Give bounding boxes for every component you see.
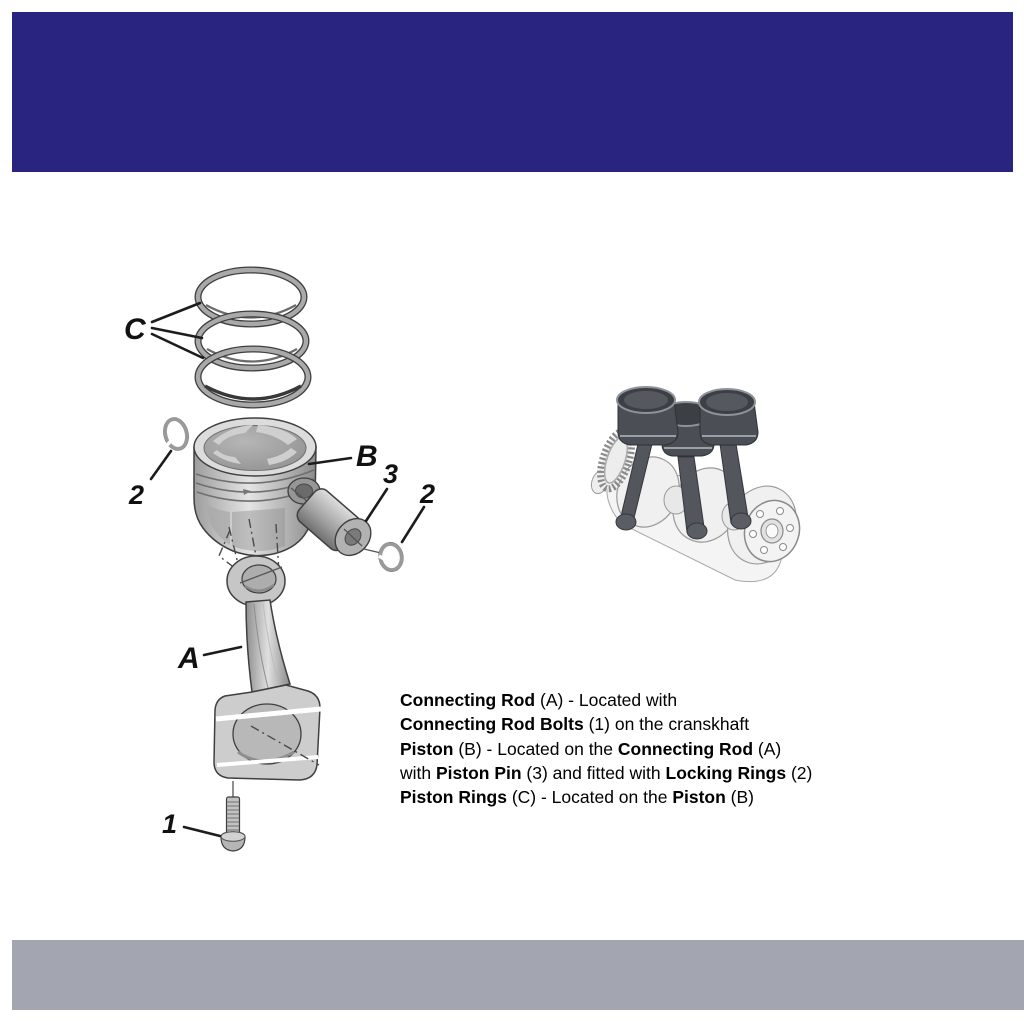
label-piston: B: [356, 440, 378, 473]
piston-assembly-diagram: [124, 270, 435, 851]
locking-ring-left-group: [128, 415, 192, 510]
description-term: Locking Rings: [665, 762, 787, 783]
rod-shaft: [246, 600, 290, 692]
description-span: (A): [753, 738, 782, 759]
piston-rings-group: [124, 270, 308, 405]
description-line: [400, 761, 900, 785]
leader-line-piston-pin: [366, 489, 387, 521]
description-term: Piston: [672, 787, 726, 808]
description-term: Connecting Rod: [400, 690, 536, 710]
description-span: (1) on the cranskhaft: [583, 714, 750, 735]
label-connecting-rod: A: [178, 642, 200, 675]
label-locking-ring-left: 2: [129, 480, 145, 510]
description-span: (C) - Located on the: [506, 787, 673, 808]
description-term: Connecting Rod Bolts: [400, 714, 584, 735]
description-span: (B) - Located on the: [453, 738, 618, 759]
description-span: (B): [725, 787, 755, 808]
description-span: (2): [786, 762, 813, 783]
description-term: Piston Pin: [435, 762, 522, 783]
label-bolt: 1: [162, 809, 178, 839]
label-locking-ring-right: 2: [420, 479, 436, 509]
description-span: (A) - Located with: [535, 690, 678, 710]
description-term: Piston Rings: [400, 787, 507, 808]
piston-crown-surface: [204, 426, 306, 471]
rod-bolt-group: [162, 781, 245, 851]
leader-line-connecting-rod: [204, 647, 241, 655]
description-term: Piston: [400, 738, 454, 759]
crankshaft-assembly-image: [588, 387, 808, 582]
leader-line-bolt: [184, 827, 220, 836]
piston-ring-bottom: [198, 349, 308, 405]
leader-line-locking-ring-right: [402, 507, 424, 542]
connecting-rod-group: [177, 556, 321, 780]
description-line: [400, 737, 900, 761]
description-line: [400, 712, 900, 736]
description-line: [400, 785, 900, 809]
description-term: Connecting Rod: [617, 738, 754, 759]
leader-line-rings-1: [152, 303, 200, 322]
label-piston-rings: C: [124, 313, 146, 346]
description-text: [400, 688, 900, 809]
description-span: with: [400, 762, 436, 783]
description-span: (3) and fitted with: [521, 762, 666, 783]
description-line: [400, 688, 900, 712]
label-piston-pin: 3: [383, 459, 399, 489]
leader-line-locking-ring-left: [151, 451, 171, 479]
